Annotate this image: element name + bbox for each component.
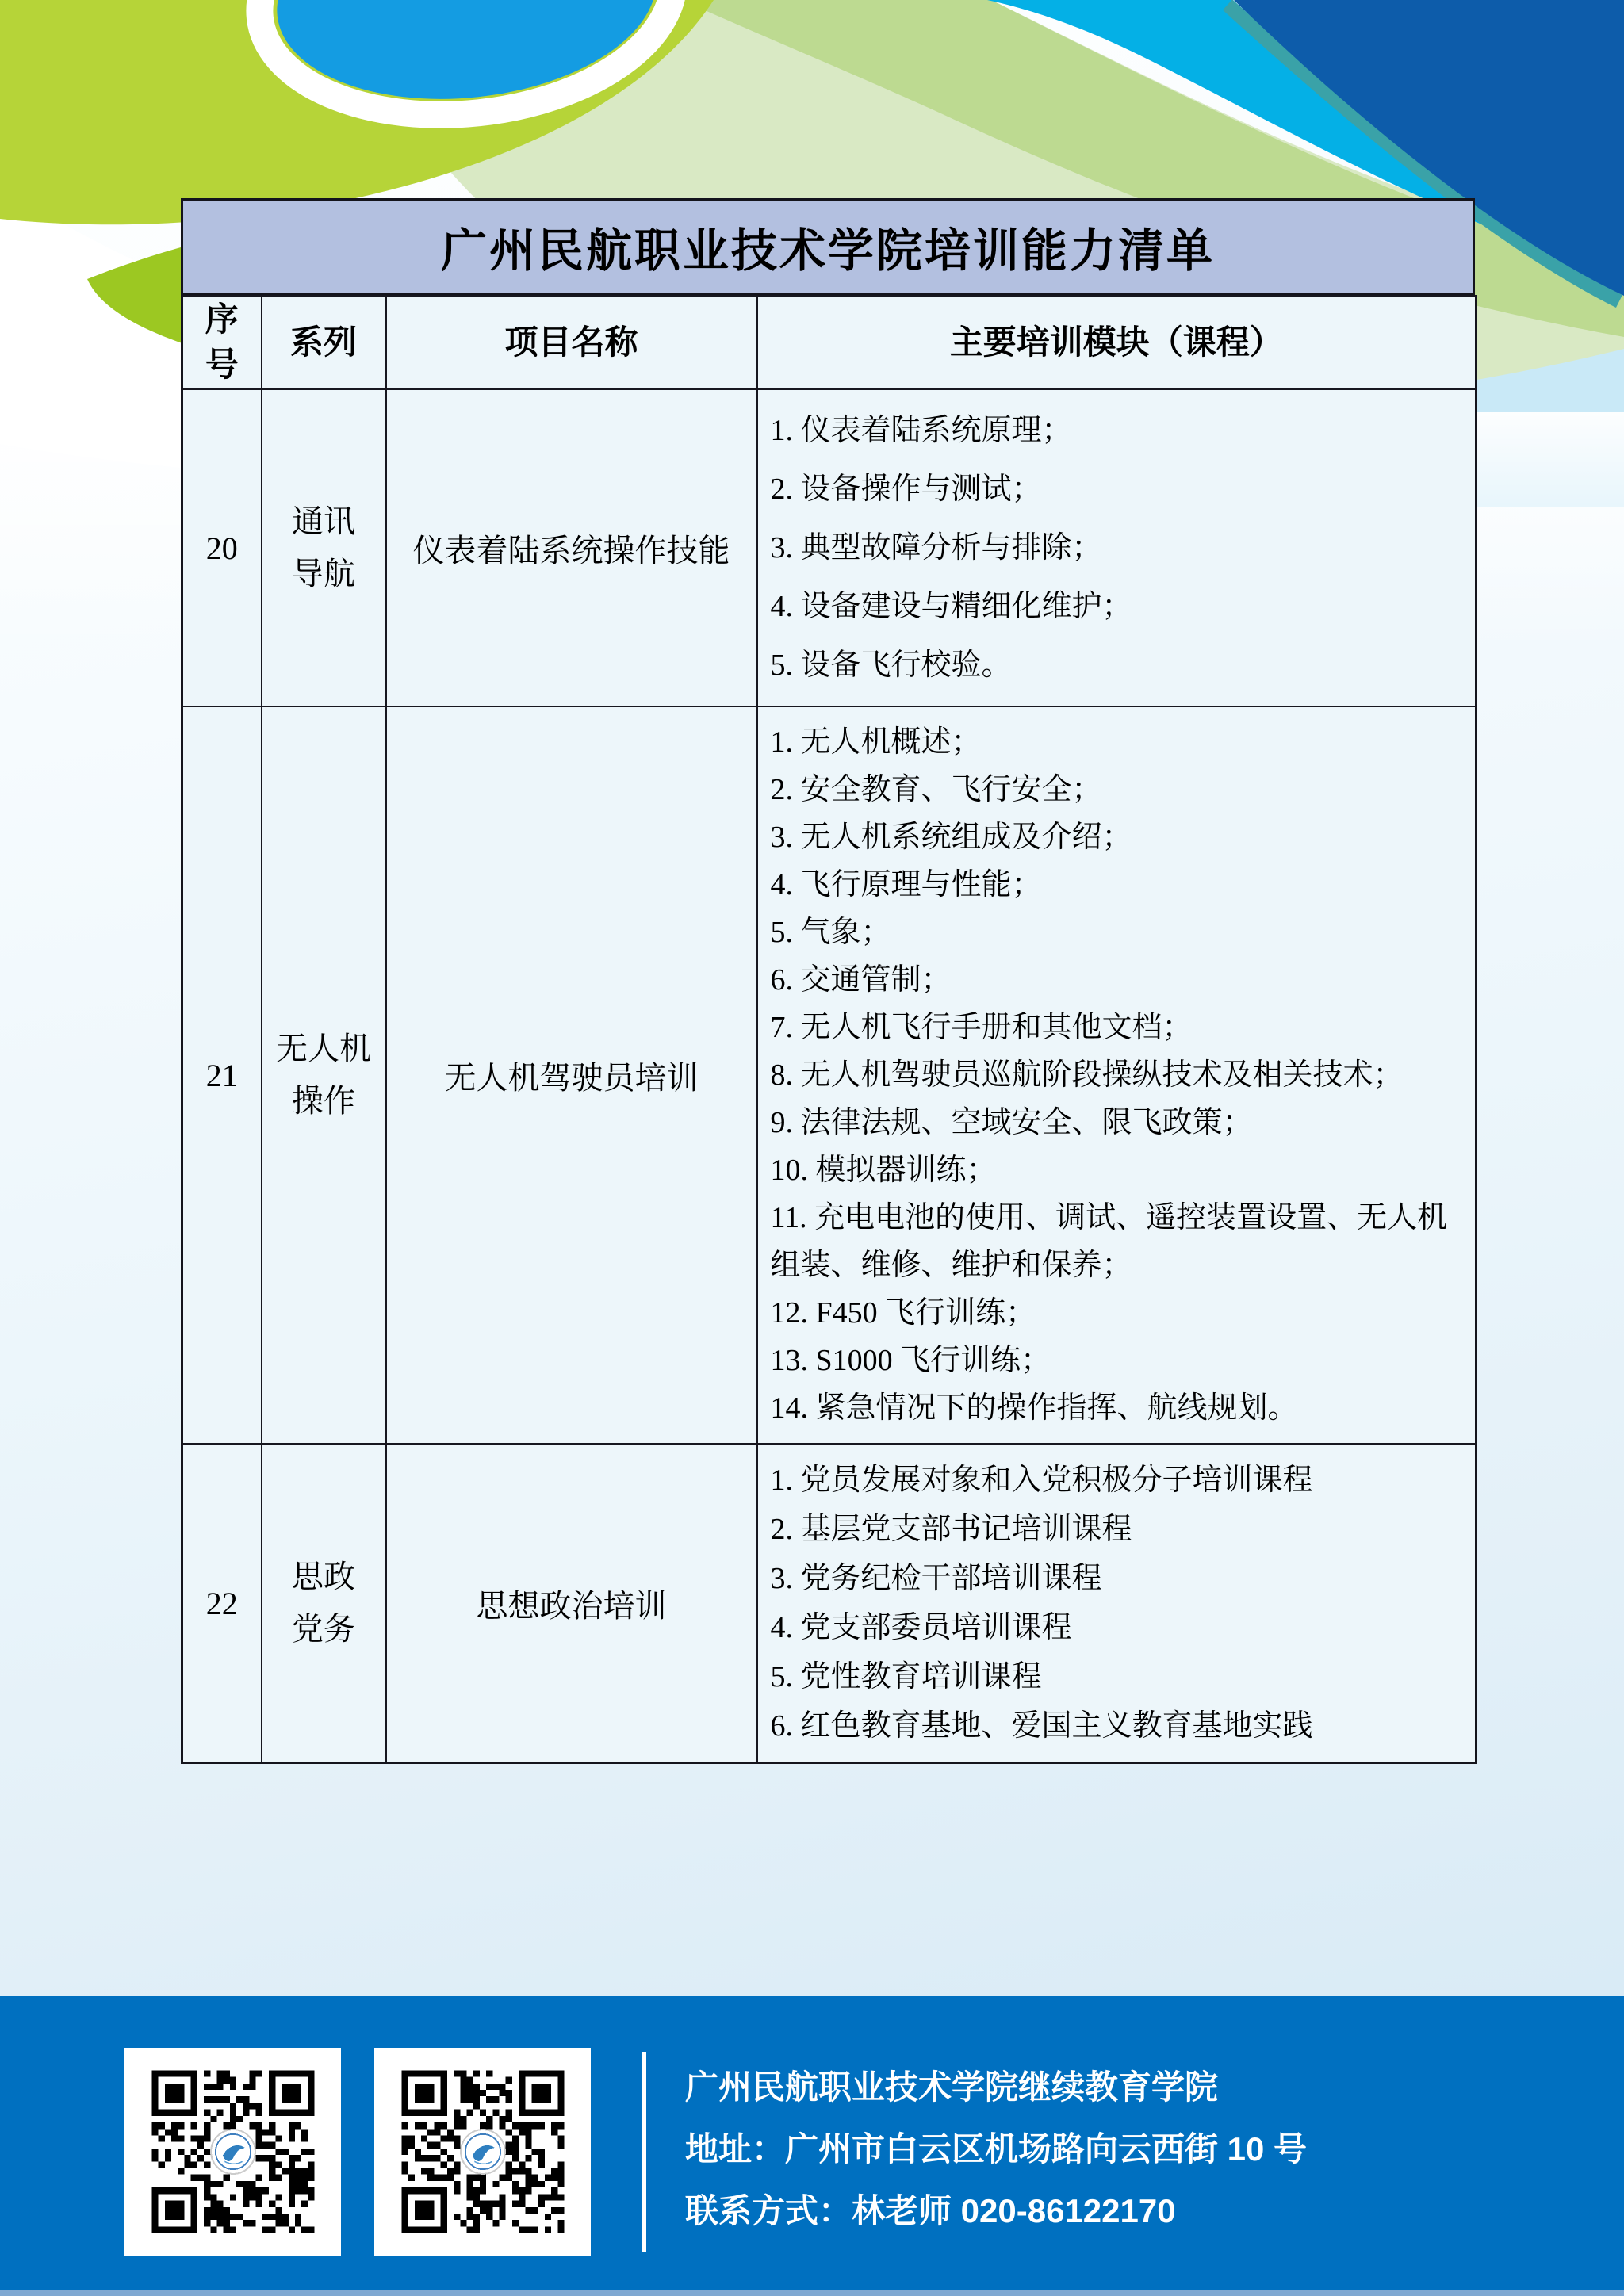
row22-series: 思政 党务 xyxy=(262,1444,386,1763)
table-row-20 xyxy=(182,389,1477,706)
table-header-row xyxy=(182,296,1477,389)
row21-project: 无人机驾驶员培训 xyxy=(386,706,757,1444)
training-table xyxy=(181,295,1477,1764)
footer-org-name: 广州民航职业技术学院继续教育学院 xyxy=(685,2068,1219,2106)
row22-no: 22 xyxy=(182,1444,262,1763)
row20-modules: 1. 仪表着陆系统原理； 2. 设备操作与测试； 3. 典型故障分析与排除； 4. 设备建设与精细化维护； 5. 设备飞行校验。 xyxy=(757,389,1477,706)
footer-bottom-strip xyxy=(0,2290,1624,2296)
table-row-21 xyxy=(182,706,1477,1444)
footer-divider-line xyxy=(642,2052,646,2252)
qr-code-right xyxy=(374,2048,591,2256)
row21-modules: 1. 无人机概述； 2. 安全教育、飞行安全； 3. 无人机系统组成及介绍； 4. 飞行原理与性能； 5. 气象； 6. 交通管制； 7. 无人机飞行手册和其他文档； 8. 无人机驾驶员巡航阶段操纵技术及相关技术； 9. 法律法规、空域安全、限飞政策； 10. 模拟器训练； 11. 充电电池的使用、调试、遥控装置设置、无人机组装、维修、维护和保养； 12. F450 飞行训练； 13. S1000 飞行训练； 14. 紧急情况下的操作指挥、航线规划。 xyxy=(757,706,1477,1444)
training-capability-card xyxy=(181,198,1475,1764)
header-no xyxy=(182,296,262,389)
header-modules: 主要培训模块（课程） xyxy=(757,296,1477,389)
row20-project: 仪表着陆系统操作技能 xyxy=(386,389,757,706)
qr-code-left-graphic xyxy=(139,2057,327,2246)
header-project: 项目名称 xyxy=(386,296,757,389)
footer-phone: 联系方式：林老师 020-86122170 xyxy=(685,2192,1176,2229)
table-row-22 xyxy=(182,1444,1477,1763)
footer-contact-block xyxy=(685,2057,1307,2242)
header-no-lines: 序 号 xyxy=(205,300,239,383)
footer-contact-band xyxy=(0,1996,1624,2290)
page-title: 广州民航职业技术学院培训能力清单 xyxy=(181,198,1475,295)
row22-modules: 1. 党员发展对象和入党积极分子培训课程 2. 基层党支部书记培训课程 3. 党务纪检干部培训课程 4. 党支部委员培训课程 5. 党性教育培训课程 6. 红色教育基地、爱国主义教育基地实践 xyxy=(757,1444,1477,1763)
row21-series: 无人机 操作 xyxy=(262,706,386,1444)
footer-address: 地址：广州市白云区机场路向云西街 10 号 xyxy=(685,2130,1308,2168)
row20-no: 20 xyxy=(182,389,262,706)
header-series: 系列 xyxy=(262,296,386,389)
qr-code-right-graphic xyxy=(389,2057,577,2246)
row22-project: 思想政治培训 xyxy=(386,1444,757,1763)
qr-code-left xyxy=(124,2048,341,2256)
row21-no: 21 xyxy=(182,706,262,1444)
row20-series: 通讯 导航 xyxy=(262,389,386,706)
